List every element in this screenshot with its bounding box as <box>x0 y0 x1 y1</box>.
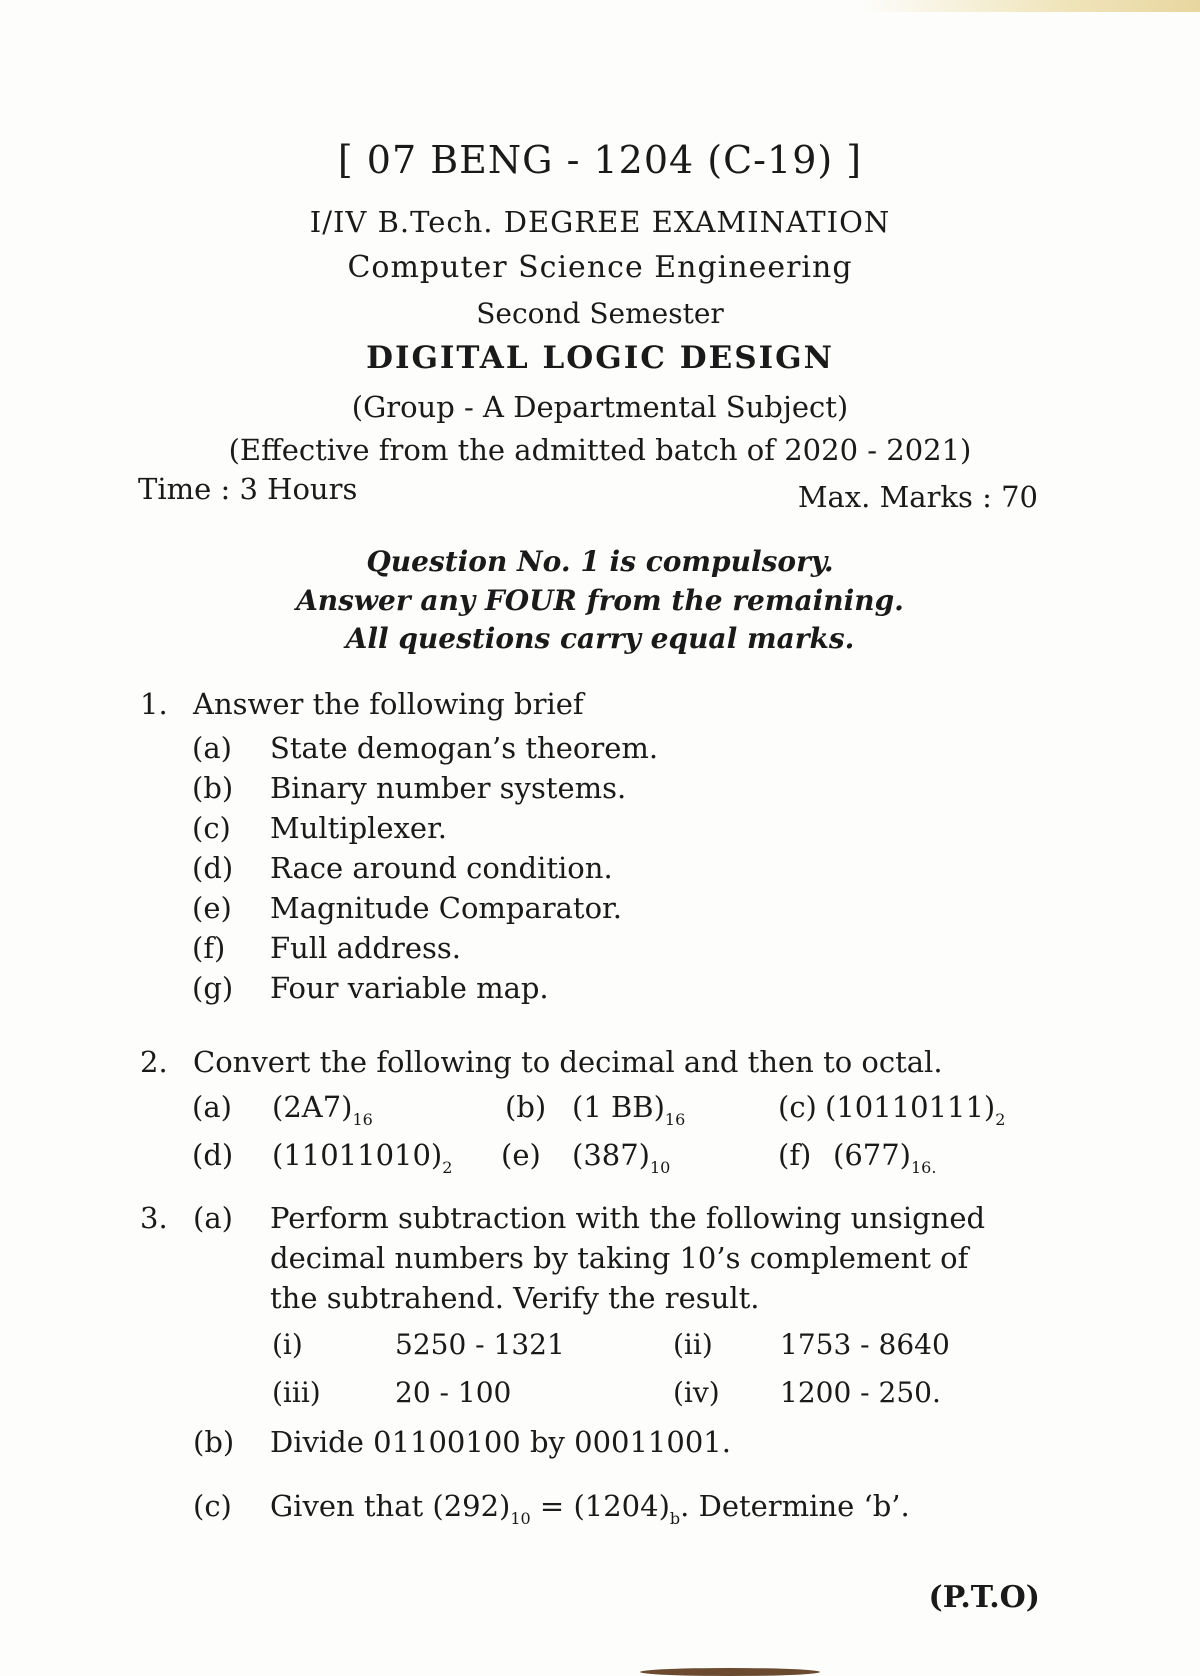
item-label: (b) <box>505 1090 547 1124</box>
question-text-line: decimal numbers by taking 10’s complement of <box>270 1241 969 1275</box>
question-text-line: Perform subtraction with the following unsigned <box>270 1201 986 1235</box>
item-label: (c) <box>193 1489 232 1523</box>
item-label: (b) <box>192 771 234 805</box>
question-number: 3. <box>140 1201 168 1235</box>
item-text: State demogan’s theorem. <box>270 731 659 765</box>
question-text: Divide 01100100 by 00011001. <box>270 1425 731 1459</box>
instruction-line: Question No. 1 is compulsory. <box>366 545 834 578</box>
expression: 1753 - 8640 <box>780 1328 950 1361</box>
item-text: Multiplexer. <box>270 811 447 845</box>
number-value: $(677)_{16.}$ <box>833 1138 937 1177</box>
department: Computer Science Engineering <box>347 250 853 285</box>
item-label: (f) <box>192 931 226 965</box>
item-label: (iv) <box>673 1376 720 1409</box>
item-label: (e) <box>192 891 232 925</box>
item-label: (a) <box>192 1090 232 1124</box>
exam-title: I/IV B.Tech. DEGREE EXAMINATION <box>309 205 891 239</box>
item-label: (c) <box>192 811 231 845</box>
expression: 1200 - 250. <box>780 1376 941 1409</box>
question-text: Convert the following to decimal and then to octal. <box>193 1045 943 1079</box>
question-text: Given that $(292)_{10} = (1204)_b$. Determine ‘b’. <box>270 1489 910 1528</box>
item-label: (d) <box>192 1138 234 1172</box>
number-value: $(11011010)_2$ <box>272 1138 453 1177</box>
pto-note: (P.T.O) <box>928 1580 1040 1615</box>
subject-title: DIGITAL LOGIC DESIGN <box>366 340 834 376</box>
item-text: Magnitude Comparator. <box>270 891 622 925</box>
question-number: 1. <box>140 687 168 721</box>
number-value: $(2A7)_{16}$ <box>272 1090 373 1129</box>
number-value: $(10110111)_2$ <box>825 1090 1006 1129</box>
instruction-line: All questions carry equal marks. <box>345 622 855 655</box>
group-note: (Group - A Departmental Subject) <box>351 390 849 424</box>
question-text: Answer the following brief <box>193 687 584 721</box>
batch-note: (Effective from the admitted batch of 2020 - 2021) <box>228 433 972 467</box>
item-label: (c) <box>778 1090 817 1124</box>
item-label: (a) <box>192 731 232 765</box>
item-label: (a) <box>193 1201 233 1235</box>
expression: 5250 - 1321 <box>395 1328 565 1361</box>
question-number: 2. <box>140 1045 168 1079</box>
item-text: Race around condition. <box>270 851 613 885</box>
item-label: (e) <box>501 1138 541 1172</box>
item-label: (b) <box>193 1425 235 1459</box>
question-text-line: the subtrahend. Verify the result. <box>270 1281 760 1315</box>
expression: 20 - 100 <box>395 1376 512 1409</box>
semester: Second Semester <box>476 297 724 330</box>
item-label: (d) <box>192 851 234 885</box>
item-label: (ii) <box>673 1328 713 1361</box>
item-label: (f) <box>778 1138 812 1172</box>
paper-stain <box>860 0 1200 12</box>
number-value: (1 $BB)_{16}$ <box>572 1090 686 1129</box>
instruction-line: Answer any FOUR from the remaining. <box>296 584 904 617</box>
max-marks: Max. Marks : 70 <box>797 480 1038 514</box>
item-label: (i) <box>272 1328 303 1361</box>
item-text: Binary number systems. <box>270 771 627 805</box>
item-label: (g) <box>192 971 234 1005</box>
item-text: Four variable map. <box>270 971 549 1005</box>
item-text: Full address. <box>270 931 461 965</box>
item-label: (iii) <box>272 1376 321 1409</box>
time-allowed: Time : 3 Hours <box>138 472 358 506</box>
paper-code: [ 07 BENG - 1204 (C-19) ] <box>337 138 863 182</box>
number-value: $(387)_{10}$ <box>572 1138 671 1177</box>
